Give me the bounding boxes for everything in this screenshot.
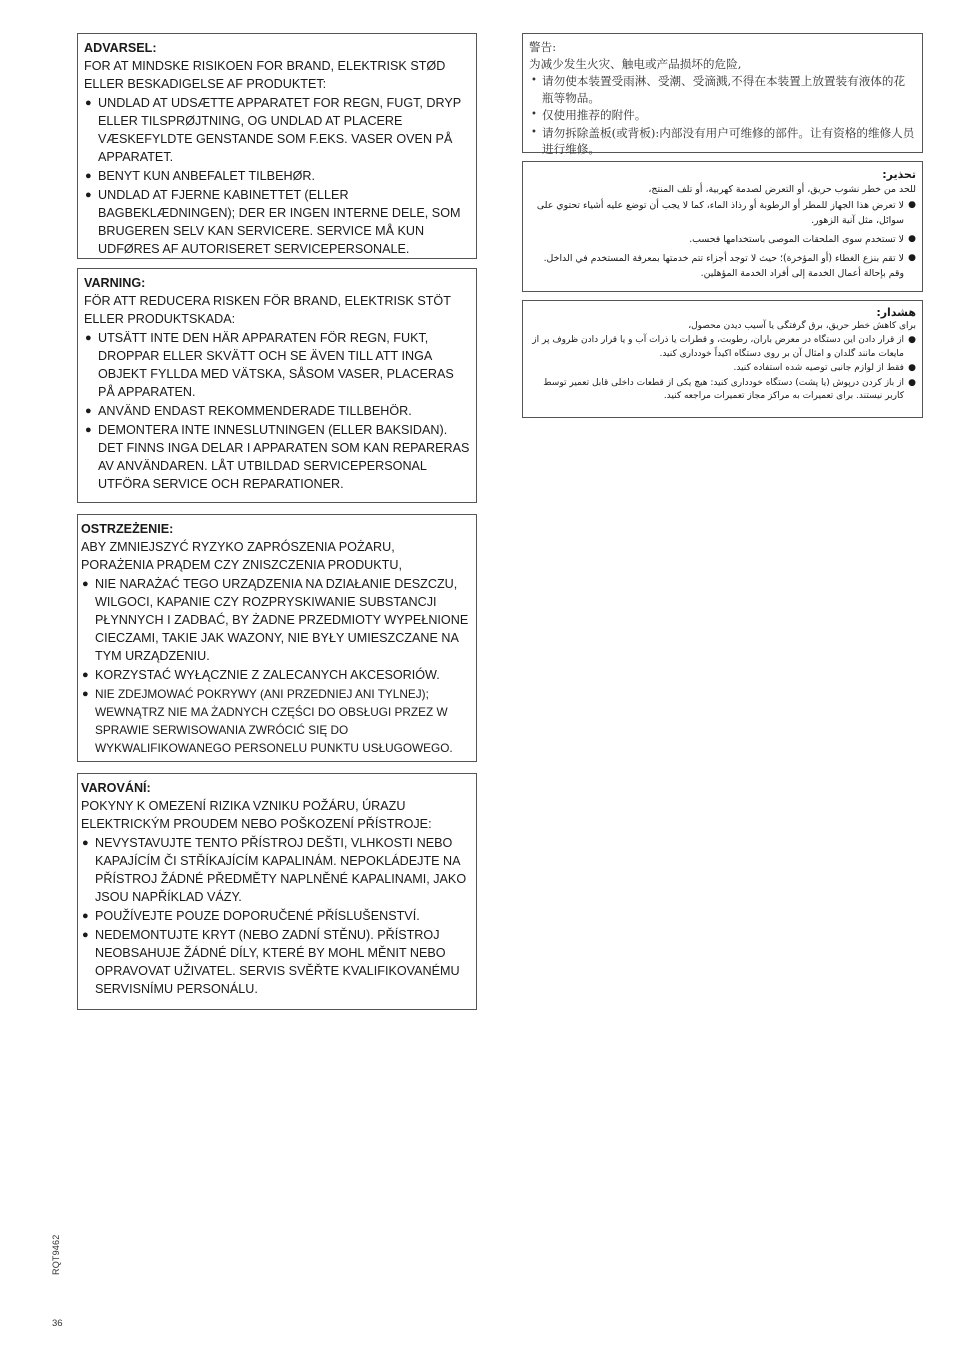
warning-intro: ABY ZMNIEJSZYĆ RYZYKO ZAPRÓSZENIA POŻARU, PORAŻENIA PRĄDEM CZY ZNISZCZENIA PRODUKTU, xyxy=(81,540,402,572)
warning-intro: FOR AT MINDSKE RISIKOEN FOR BRAND, ELEKTRISK STØD ELLER BESKADIGELSE AF PRODUKTET: xyxy=(84,59,446,91)
warning-list xyxy=(529,198,916,281)
list-item: ● NIE ZDEJMOWAĆ POKRYWY (ANI PRZEDNIEJ ANI TYLNEJ); WEWNĄTRZ NIE MA ŻADNYCH CZĘŚCI DO OBSŁUGI PRZEZ W SPRAWIE SERWISOWANIA ZWRÓCIĆ SIĘ DO WYKWALIFIKOWANEGO PERSONELU PUNKTU USŁUGOWEGO. xyxy=(82,687,453,755)
warning-intro: POKYNY K OMEZENÍ RIZIKA VZNIKU POŽÁRU, ÚRAZU ELEKTRICKÝM PROUDEM NEBO POŠKOZENÍ PŘÍSTROJE: xyxy=(81,799,432,831)
warning-list xyxy=(81,834,470,998)
list-item: ● از باز کردن درپوش (یا پشت) دستگاه خودداری کنید: هیچ یکی از قطعات داخلی قابل تعمیر توسط کاربر نیستند. برای تعمیرات به مراکز مجاز تعمیرات مراجعه کنید. xyxy=(543,377,916,401)
list-item: ● BENYT KUN ANBEFALET TILBEHØR. xyxy=(85,169,315,183)
warning-list xyxy=(84,94,470,258)
list-item: ● UNDLAD AT UDSÆTTE APPARATET FOR REGN, FUGT, DRYP ELLER TILSPRØJTNING, OG UNDLAD AT PLACERE VÆSKEFYLDTE GENSTANDE SOM F.EKS. VASER OVEN PÅ APPARATET. xyxy=(85,96,461,164)
list-item: ● NEDEMONTUJTE KRYT (NEBO ZADNÍ STĚNU). PŘÍSTROJ NEOBSAHUJE ŽÁDNÉ DÍLY, KTERÉ BY MOHL MĚNIT NEBO OPRAVOVAT UŽIVATEL. SERVIS SVĚŘTE KVALIFIKOVANÉMU SERVISNÍMU PERSONÁLU. xyxy=(82,928,460,996)
warning-box-danish xyxy=(77,33,477,259)
warning-list xyxy=(529,73,916,158)
page-number: 36 xyxy=(52,1318,63,1329)
bullet-icon: • xyxy=(531,109,537,120)
warning-title: OSTRZEŻENIE: xyxy=(81,522,174,536)
bullet-icon: ● xyxy=(908,253,916,263)
list-item: • 请勿拆除盖板(或背板):内部没有用户可维修的部件。让有资格的维修人员进行维修。 xyxy=(531,125,915,156)
list-item: ● DEMONTERA INTE INNESLUTNINGEN (ELLER BAKSIDAN). DET FINNS INGA DELAR I APPARATEN SOM KAN REPARERAS AV ANVÄNDAREN. LÅT UTBILDAD SERVICEPERSONAL UTFÖRA SERVICE OCH REPARATIONER. xyxy=(85,423,470,491)
bullet-icon: ● xyxy=(82,910,89,922)
bullet-icon: ● xyxy=(908,363,916,373)
warning-box-persian xyxy=(522,300,923,418)
list-item: ● KORZYSTAĆ WYŁĄCZNIE Z ZALECANYCH AKCESORIÓW. xyxy=(82,668,440,682)
bullet-icon: ● xyxy=(85,170,92,182)
warning-title: 警告: xyxy=(529,40,557,54)
warning-intro: للحد من خطر نشوب حريق، أو التعرض لصدمة كهربية، أو تلف المنتج، xyxy=(648,184,916,195)
bullet-icon: ● xyxy=(85,405,92,417)
warning-intro: برای کاهش خطر حریق، برق گرفتگی یا آسیب دیدن محصول، xyxy=(688,320,916,331)
list-item: ● لا تستخدم سوى الملحقات الموصى باستخدامها فحسب. xyxy=(689,234,916,245)
list-item: ● NIE NARAŻAĆ TEGO URZĄDZENIA NA DZIAŁANIE DESZCZU, WILGOCI, KAPANIE CZY ROZPRYSKIWANIE SUBSTANCJI PŁYNNYCH I ZADBAĆ, BY ŻADNE PRZEDMIOTY WYPEŁNIONE CIECZAMI, TAKIE JAK WAZONY, NIE BYŁY UMIESZCZANE NA TYM URZĄDZENIU. xyxy=(82,577,469,663)
bullet-icon: ● xyxy=(85,424,92,436)
warning-title: VAROVÁNÍ: xyxy=(81,781,151,795)
list-item: ● لا تعرض هذا الجهاز للمطر أو الرطوبة أو رذاذ الماء، كما لا يجب أن توضع عليه أشياء تحتوي على سوائل، مثل آنية الزهور. xyxy=(536,200,916,226)
list-item: ● ANVÄND ENDAST REKOMMENDERADE TILLBEHÖR. xyxy=(85,404,412,418)
warning-title: هشدار: xyxy=(876,306,916,319)
list-item: ● UTSÄTT INTE DEN HÄR APPARATEN FÖR REGN, FUKT, DROPPAR ELLER SKVÄTT OCH SE ÄVEN TILL ATT INGA OBJEKT FYLLDA MED VÄTSKA, SÅSOM VASER, PLACERAS PÅ APPARATEN. xyxy=(85,331,454,399)
warning-list xyxy=(81,575,470,757)
warning-title: تحذير: xyxy=(882,168,916,181)
warning-box-swedish xyxy=(77,268,477,503)
warning-intro: 为减少发生火灾、触电或产品损坏的危险, xyxy=(529,56,742,71)
list-item: ● POUŽÍVEJTE POUZE DOPORUČENÉ PŘÍSLUŠENSTVÍ. xyxy=(82,909,420,923)
warning-list xyxy=(529,334,916,404)
bullet-icon: ● xyxy=(908,377,916,388)
list-item: ● UNDLAD AT FJERNE KABINETTET (ELLER BAGBEKLÆDNINGEN); DER ER INGEN INTERNE DELE, SOM BRUGEREN SELV KAN SERVICERE. SERVICE MÅ KUN UDFØRES AF AUTORISERET SERVICEPERSONALE. xyxy=(85,188,461,256)
list-item: ● لا تقم بنزع الغطاء (أو المؤخرة)؛ حيث لا توجد أجزاء تتم خدمتها بمعرفة المستخدم في الداخل. وقم بإحالة أعمال الخدمة إلى أفراد الخدمة المؤهلين. xyxy=(543,253,916,279)
warning-title: VARNING: xyxy=(84,276,146,290)
warning-list xyxy=(84,329,470,493)
list-item: • 请勿使本装置受雨淋、受潮、受滴溅,不得在本装置上放置装有液体的花瓶等物品。 xyxy=(531,74,906,105)
warning-box-czech xyxy=(77,773,477,1010)
bullet-icon: • xyxy=(531,126,537,138)
bullet-icon: • xyxy=(531,75,537,86)
warning-box-polish xyxy=(77,514,477,762)
warning-box-arabic xyxy=(522,161,923,292)
list-item: ● فقط از لوازم جانبی توصیه شده استفاده کنید. xyxy=(529,362,916,376)
bullet-icon: ● xyxy=(908,335,916,345)
list-item: ● NEVYSTAVUJTE TENTO PŘÍSTROJ DEŠTI, VLHKOSTI NEBO KAPAJÍCÍM ČI STŘÍKAJÍCÍM KAPALINÁM. NEPOKLÁDEJTE NA PŘÍSTROJ ŽÁDNÉ PŘEDMĚTY NAPLNĚNÉ KAPALINAMI, JAKO JSOU NAPŘÍKLAD VÁZY. xyxy=(82,836,467,904)
list-item: ● از قرار دادن این دستگاه در معرض باران، رطوبت، و قطرات یا ذرات آب و یا قرار دادن ظروف پر از مایعات مانند گلدان و امثال آن بر روی دستگاه اکیداً خودداری کنید. xyxy=(532,335,916,359)
list-item: • 仅使用推荐的附件。 xyxy=(531,108,647,122)
bullet-icon: ● xyxy=(85,332,92,344)
warning-box-chinese xyxy=(522,33,923,156)
bullet-icon: ● xyxy=(82,837,89,849)
bullet-icon: ● xyxy=(85,97,92,109)
bullet-icon: ● xyxy=(82,929,89,941)
bullet-icon: ● xyxy=(82,578,89,590)
bullet-icon: ● xyxy=(82,669,89,681)
bullet-icon: ● xyxy=(908,200,916,210)
document-code: RQT9462 xyxy=(51,1234,61,1275)
bullet-icon: ● xyxy=(82,688,89,700)
warning-title: ADVARSEL: xyxy=(84,41,157,55)
bullet-icon: ● xyxy=(85,189,92,201)
bullet-icon: ● xyxy=(908,234,916,244)
warning-intro: FÖR ATT REDUCERA RISKEN FÖR BRAND, ELEKTRISK STÖT ELLER PRODUKTSKADA: xyxy=(84,294,451,326)
